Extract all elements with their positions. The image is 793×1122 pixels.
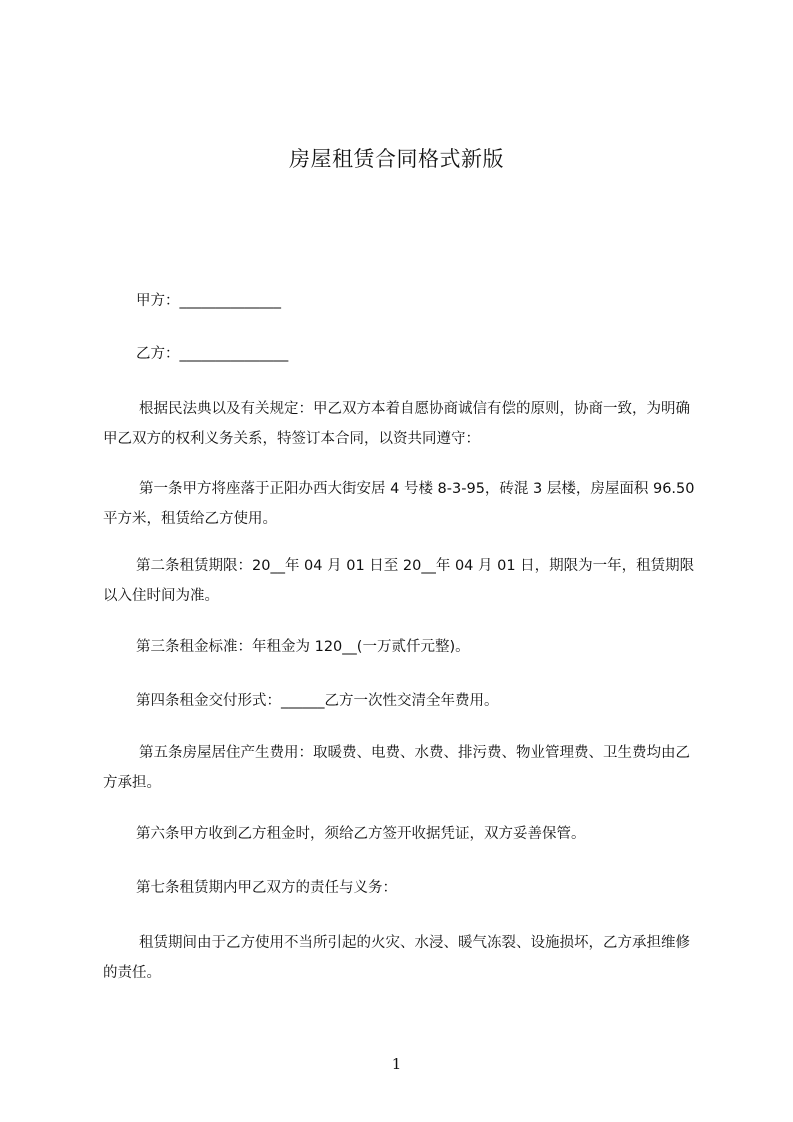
paragraph-article-5: 第五条房屋居住产生费用：取暖费、电费、水费、排污费、物业管理费、卫生费均由乙方承担。 [103,745,690,791]
paragraph-article-4: 第四条租金交付形式：______乙方一次性交清全年费用。 [136,693,499,709]
paragraph-preamble: 根据民法典以及有关规定：甲乙双方本着自愿协商诚信有偿的原则，协商一致，为明确甲乙双方的权利义务关系，特签订本合同，以资共同遵守： [103,401,690,447]
paragraph-article-6: 第六条甲方收到乙方租金时，须给乙方签开收据凭证，双方妥善保管。 [136,826,586,842]
paragraph-article-3: 第三条租金标准：年租金为 120__(一万贰仟元整)。 [136,639,470,655]
page-number: 1 [391,1055,402,1073]
paragraph-article-7-detail: 租赁期间由于乙方使用不当所引起的火灾、水浸、暖气冻裂、设施损坏，乙方承担维修的责任。 [103,935,690,981]
paragraph-article-2: 第二条租赁期限：20__年 04 月 01 日至 20__年 04 月 01 日，期限为一年，租赁期限以入住时间为准。 [103,558,695,604]
document-title: 房屋租赁合同格式新版 [289,147,504,171]
party-b-line: 乙方：_______________ [136,346,289,362]
party-a-line: 甲方：______________ [136,293,281,309]
paragraph-article-1: 第一条甲方将座落于正阳办西大街安居 4 号楼 8-3-95，砖混 3 层楼，房屋面积 96.50 平方米，租赁给乙方使用。 [103,481,695,527]
paragraph-article-7: 第七条租赁期内甲乙双方的责任与义务： [136,880,397,896]
